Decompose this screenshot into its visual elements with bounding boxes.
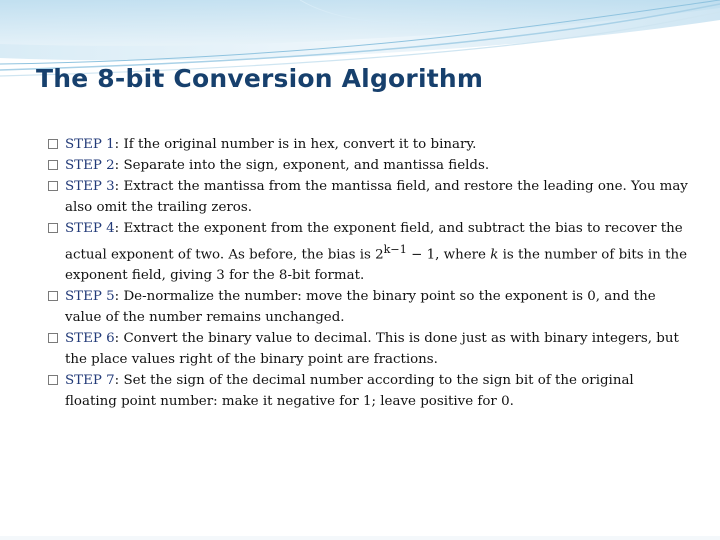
checkbox-bullet-icon: [48, 333, 58, 343]
step-text: : Convert the binary value to decimal. This is done just as with binary integers, but the place values right of the binary point are fractions.: [65, 331, 679, 368]
step-label: STEP 7: [65, 373, 115, 389]
formula-base: 2: [375, 247, 384, 263]
list-item-step-5: [48, 286, 688, 328]
list-item-step-1: [48, 134, 688, 155]
formula-tail: − 1, where: [406, 247, 491, 263]
step-text: : De-normalize the number: move the binary point so the exponent is 0, and the value of the number remains unchanged.: [65, 289, 656, 326]
checkbox-bullet-icon: [48, 291, 58, 301]
step-text: : Extract the mantissa from the mantissa field, and restore the leading one. You may also omit the trailing zeros.: [65, 179, 688, 215]
step-text: : If the original number is in hex, convert it to binary.: [114, 137, 477, 152]
step-label: STEP 2: [65, 158, 115, 173]
variable-k: k: [490, 247, 499, 263]
slide-title: The 8-bit Conversion Algorithm: [36, 64, 484, 93]
list-item-step-2: [48, 155, 688, 176]
step-label: STEP 4: [65, 221, 115, 236]
step-text: : Set the sign of the decimal number according to the sign bit of the original floating point number: make it negative for 1; leave positive for 0.: [65, 373, 634, 410]
step-text: : Separate into the sign, exponent, and mantissa fields.: [114, 158, 490, 173]
step-text-before: : Extract the exponent from the exponent field, and subtract the bias to recover the actual exponent of two. As before, the bias is: [65, 221, 683, 263]
checkbox-bullet-icon: [48, 139, 58, 149]
step-text-after: is the number of bits in the exponent field, giving 3 for the 8-bit format.: [65, 247, 688, 284]
slide-bottom-edge: [0, 536, 720, 540]
checkbox-bullet-icon: [48, 181, 58, 191]
header-swoosh: [0, 0, 720, 120]
step-label: STEP 5: [65, 289, 115, 305]
list-item-step-3: [48, 176, 688, 218]
checkbox-bullet-icon: [48, 223, 58, 233]
list-item-step-7: [48, 370, 688, 412]
checkbox-bullet-icon: [48, 375, 58, 385]
step-list: [48, 134, 688, 412]
step-label: STEP 3: [65, 179, 115, 194]
formula-exponent: k−1: [383, 243, 407, 256]
checkbox-bullet-icon: [48, 160, 58, 170]
step-label: STEP 6: [65, 331, 115, 347]
list-item-step-4: [48, 218, 688, 286]
list-item-step-6: [48, 328, 688, 370]
step-label: STEP 1: [65, 137, 115, 152]
